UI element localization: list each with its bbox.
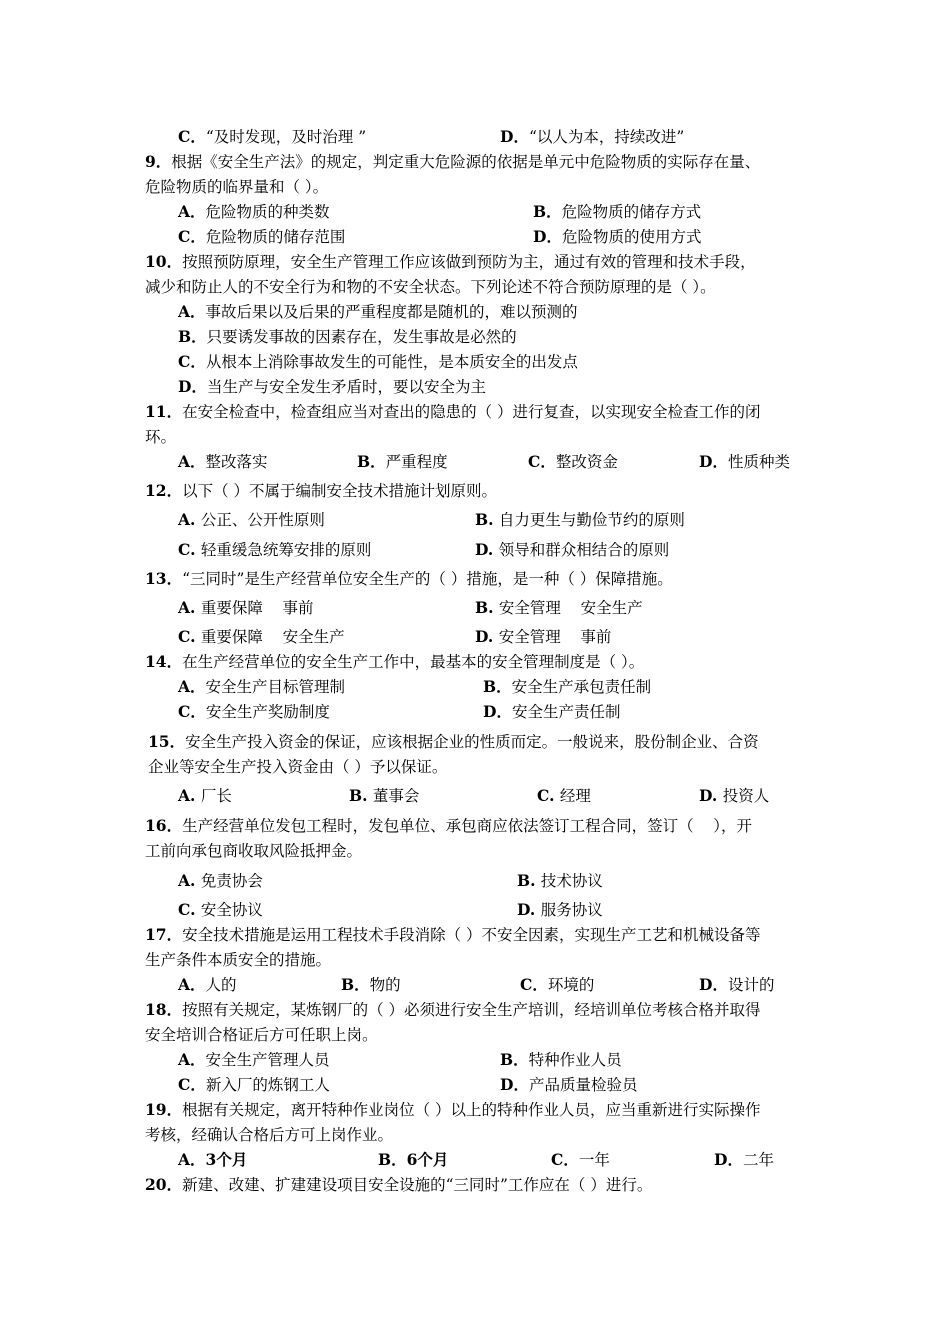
option-text: 自力更生与勤俭节约的原则	[498, 511, 685, 529]
question-10-option-d	[178, 377, 486, 397]
question-text: 按照预防原理，安全生产管理工作应该做到预防为主，通过有效的管理和技术手段，	[182, 253, 756, 271]
question-15-option-b	[349, 786, 419, 806]
option-letter: A.	[178, 598, 201, 617]
option-letter: B．	[357, 452, 386, 471]
question-9-option-d	[533, 227, 701, 247]
option-text: 轻重缓急统筹安排的原则	[200, 541, 372, 559]
question-text: 在生产经营单位的安全生产工作中，最基本的安全管理制度是（ ）。	[182, 653, 645, 671]
option-letter: C．	[520, 975, 548, 994]
question-11-option-c	[528, 452, 618, 472]
option-text: 安全管理 事前	[498, 628, 612, 646]
option-letter: A．	[178, 202, 206, 221]
option-letter: C．	[178, 1075, 206, 1094]
question-17-line-2: 生产条件本质安全的措施。	[145, 951, 332, 969]
question-9-line-1	[145, 152, 760, 172]
option-text: 整改落实	[205, 453, 268, 471]
option-text: 整改资金	[555, 453, 618, 471]
option-text: 新入厂的炼钢工人	[205, 1076, 330, 1094]
question-18-line-2: 安全培训合格证后方可任职上岗。	[145, 1026, 378, 1044]
question-number: 17．	[145, 925, 183, 944]
option-letter: C．	[528, 452, 556, 471]
option-letter: D.	[475, 627, 499, 646]
option-letter: D．	[500, 1075, 529, 1094]
option-letter: D．	[533, 227, 562, 246]
question-text: 新建、改建、扩建建设项目安全设施的“三同时”工作应在（ ）进行。	[182, 1176, 653, 1194]
question-text: 安全技术措施是运用工程技术手段消除（ ）不安全因素，实现生产工艺和机械设备等	[182, 926, 761, 944]
option-text: 技术协议	[540, 872, 603, 890]
option-letter: D．	[483, 702, 512, 721]
question-number: 11．	[145, 402, 183, 421]
option-letter: B.	[475, 510, 499, 529]
question-17-option-b	[341, 975, 401, 995]
option-letter: D．	[699, 975, 728, 994]
option-text: 安全生产目标管理制	[205, 678, 346, 696]
option-letter: D.	[475, 540, 499, 559]
option-letter: C．	[551, 1150, 579, 1169]
prev-option-c	[178, 127, 366, 147]
option-text: 3个月	[205, 1150, 248, 1169]
option-letter: B.	[475, 598, 499, 617]
option-letter: D.	[517, 900, 541, 919]
option-text: 从根本上消除事故发生的可能性，是本质安全的出发点	[205, 353, 578, 371]
option-text: 危险物质的使用方式	[561, 228, 702, 246]
option-text: 安全生产责任制	[511, 703, 621, 721]
option-letter: B．	[483, 677, 512, 696]
option-text: 事故后果以及后果的严重程度都是随机的，难以预测的	[205, 303, 578, 321]
question-19-line-2: 考核，经确认合格后方可上岗作业。	[145, 1126, 394, 1144]
option-text: 经理	[559, 787, 591, 805]
option-text: 安全生产管理人员	[205, 1051, 330, 1069]
question-15-line-1	[148, 732, 759, 752]
option-text: 安全协议	[200, 901, 263, 919]
option-text: 危险物质的储存范围	[205, 228, 346, 246]
option-text: 物的	[369, 976, 401, 994]
question-15-option-a	[178, 786, 232, 806]
question-10-line-1	[145, 252, 756, 272]
question-12-option-d	[475, 540, 669, 560]
option-letter: B．	[533, 202, 562, 221]
option-letter: B．	[178, 327, 207, 346]
option-text: 危险物质的种类数	[205, 203, 330, 221]
question-9-option-c	[178, 227, 345, 247]
option-letter: B．	[500, 1050, 529, 1069]
option-text: 环境的	[547, 976, 595, 994]
question-15-option-d	[699, 786, 769, 806]
option-letter: D．	[500, 127, 529, 146]
question-13-option-c	[178, 627, 345, 647]
question-11-line-1	[145, 402, 761, 422]
option-text: 厂长	[200, 787, 232, 805]
question-13-line-1	[145, 569, 673, 589]
option-text: 董事会	[372, 787, 420, 805]
question-text: 生产经营单位发包工程时，发包单位、承包商应依法签订工程合同，签订（ ），开	[182, 817, 753, 835]
option-letter: A.	[178, 510, 201, 529]
question-17-line-1	[145, 925, 761, 945]
option-text: “以人为本，持续改进”	[528, 128, 685, 146]
option-letter: C．	[178, 127, 206, 146]
option-letter: C．	[178, 352, 206, 371]
option-letter: B.	[517, 871, 541, 890]
option-letter: B.	[349, 786, 373, 805]
option-text: 特种作业人员	[528, 1051, 622, 1069]
prev-option-d	[500, 127, 684, 147]
option-text: 人的	[205, 976, 237, 994]
question-10-option-c	[178, 352, 578, 372]
question-19-option-d	[714, 1150, 774, 1170]
question-18-option-c	[178, 1075, 330, 1095]
question-19-option-c	[551, 1150, 610, 1170]
question-number: 20．	[145, 1175, 183, 1194]
question-text: 安全生产投入资金的保证，应该根据企业的性质而定。一般说来，股份制企业、合资	[185, 733, 759, 751]
question-10-option-a	[178, 302, 578, 322]
question-text: 按照有关规定，某炼钢厂的（ ）必须进行安全生产培训，经培训单位考核合格并取得	[182, 1001, 761, 1019]
question-17-option-a	[178, 975, 237, 995]
question-15-line-2: 企业等安全生产投入资金由（ ）予以保证。	[148, 758, 448, 776]
question-10-option-b	[178, 327, 517, 347]
question-number: 14．	[145, 652, 183, 671]
option-letter: A.	[178, 786, 201, 805]
question-text: 根据有关规定，离开特种作业岗位（ ）以上的特种作业人员，应当重新进行实际操作	[182, 1101, 761, 1119]
option-text: 投资人	[722, 787, 770, 805]
question-16-option-a	[178, 871, 263, 891]
option-letter: C．	[178, 702, 206, 721]
question-12-option-a	[178, 510, 325, 530]
option-letter: A．	[178, 302, 206, 321]
option-text: 安全生产奖励制度	[205, 703, 330, 721]
option-text: 免责协会	[200, 872, 263, 890]
question-19-option-b	[378, 1150, 448, 1170]
question-number: 16．	[145, 816, 183, 835]
option-text: 一年	[578, 1151, 610, 1169]
question-9-option-b	[533, 202, 701, 222]
question-19-option-a	[178, 1150, 247, 1170]
option-text: 服务协议	[540, 901, 603, 919]
option-text: 领导和群众相结合的原则	[498, 541, 670, 559]
option-text: 只要诱发事故的因素存在，发生事故是必然的	[206, 328, 517, 346]
option-letter: D．	[714, 1150, 743, 1169]
option-text: 安全管理 安全生产	[498, 599, 643, 617]
option-text: 二年	[742, 1151, 774, 1169]
question-17-option-c	[520, 975, 594, 995]
option-text: 当生产与安全发生矛盾时，要以安全为主	[206, 378, 486, 396]
option-text: 设计的	[727, 976, 775, 994]
option-letter: B．	[341, 975, 370, 994]
option-letter: C.	[178, 900, 201, 919]
option-text: 6个月	[406, 1150, 449, 1169]
question-18-option-d	[500, 1075, 637, 1095]
option-letter: C．	[178, 227, 206, 246]
option-letter: A．	[178, 975, 206, 994]
question-11-option-b	[357, 452, 448, 472]
question-16-option-b	[517, 871, 603, 891]
option-letter: A．	[178, 452, 206, 471]
option-text: 性质种类	[727, 453, 790, 471]
question-number: 13．	[145, 569, 183, 588]
question-text: “三同时”是生产经营单位安全生产的（ ）措施，是一种（ ）保障措施。	[182, 570, 673, 588]
question-10-line-2: 减少和防止人的不安全行为和物的不安全状态。下列论述不符合预防原理的是（ ）。	[145, 278, 716, 296]
option-letter: A．	[178, 1050, 206, 1069]
option-text: 重要保障 安全生产	[200, 628, 345, 646]
question-number: 19．	[145, 1100, 183, 1119]
question-18-option-b	[500, 1050, 622, 1070]
option-letter: A．	[178, 677, 206, 696]
question-11-line-2: 环。	[145, 428, 177, 446]
option-text: 危险物质的储存方式	[561, 203, 702, 221]
question-14-line-1	[145, 652, 644, 672]
option-letter: A．	[178, 1150, 206, 1169]
question-15-option-c	[537, 786, 591, 806]
question-number: 15．	[148, 732, 186, 751]
option-letter: D．	[178, 377, 207, 396]
question-20-line-1	[145, 1175, 652, 1195]
question-14-option-d	[483, 702, 620, 722]
question-9-line-2: 危险物质的临界量和（ ）。	[145, 178, 329, 196]
question-14-option-a	[178, 677, 345, 697]
question-12-option-b	[475, 510, 685, 530]
option-letter: A.	[178, 871, 201, 890]
question-11-option-a	[178, 452, 268, 472]
option-letter: C.	[537, 786, 560, 805]
question-16-option-d	[517, 900, 603, 920]
option-letter: D．	[699, 452, 728, 471]
question-16-line-2: 工前向承包商收取风险抵押金。	[145, 842, 363, 860]
option-letter: D.	[699, 786, 723, 805]
option-text: 重要保障 事前	[200, 599, 314, 617]
question-text: 以下（ ）不属于编制安全技术措施计划原则。	[182, 482, 498, 500]
question-text: 根据《安全生产法》的规定，判定重大危险源的依据是单元中危险物质的实际存在量、	[171, 153, 761, 171]
question-18-line-1	[145, 1000, 761, 1020]
question-16-line-1	[145, 816, 752, 836]
option-letter: C.	[178, 627, 201, 646]
question-16-option-c	[178, 900, 263, 920]
question-13-option-a	[178, 598, 314, 618]
question-number: 18．	[145, 1000, 183, 1019]
option-letter: B．	[378, 1150, 407, 1169]
option-text: 公正、公开性原则	[200, 511, 325, 529]
question-14-option-c	[178, 702, 330, 722]
question-11-option-d	[699, 452, 790, 472]
question-13-option-d	[475, 627, 611, 647]
option-letter: C.	[178, 540, 201, 559]
question-14-option-b	[483, 677, 651, 697]
question-17-option-d	[699, 975, 774, 995]
question-number: 10．	[145, 252, 183, 271]
option-text: 产品质量检验员	[528, 1076, 638, 1094]
question-text: 在安全检查中，检查组应当对查出的隐患的（ ）进行复查，以实现安全检查工作的闭	[182, 403, 761, 421]
question-number: 9．	[145, 152, 172, 171]
question-13-option-b	[475, 598, 643, 618]
option-text: “及时发现，及时治理 ”	[205, 128, 367, 146]
question-number: 12．	[145, 481, 183, 500]
option-text: 严重程度	[385, 453, 448, 471]
question-9-option-a	[178, 202, 330, 222]
option-text: 安全生产承包责任制	[511, 678, 652, 696]
question-19-line-1	[145, 1100, 761, 1120]
question-18-option-a	[178, 1050, 330, 1070]
question-12-option-c	[178, 540, 371, 560]
question-12-line-1	[145, 481, 497, 501]
